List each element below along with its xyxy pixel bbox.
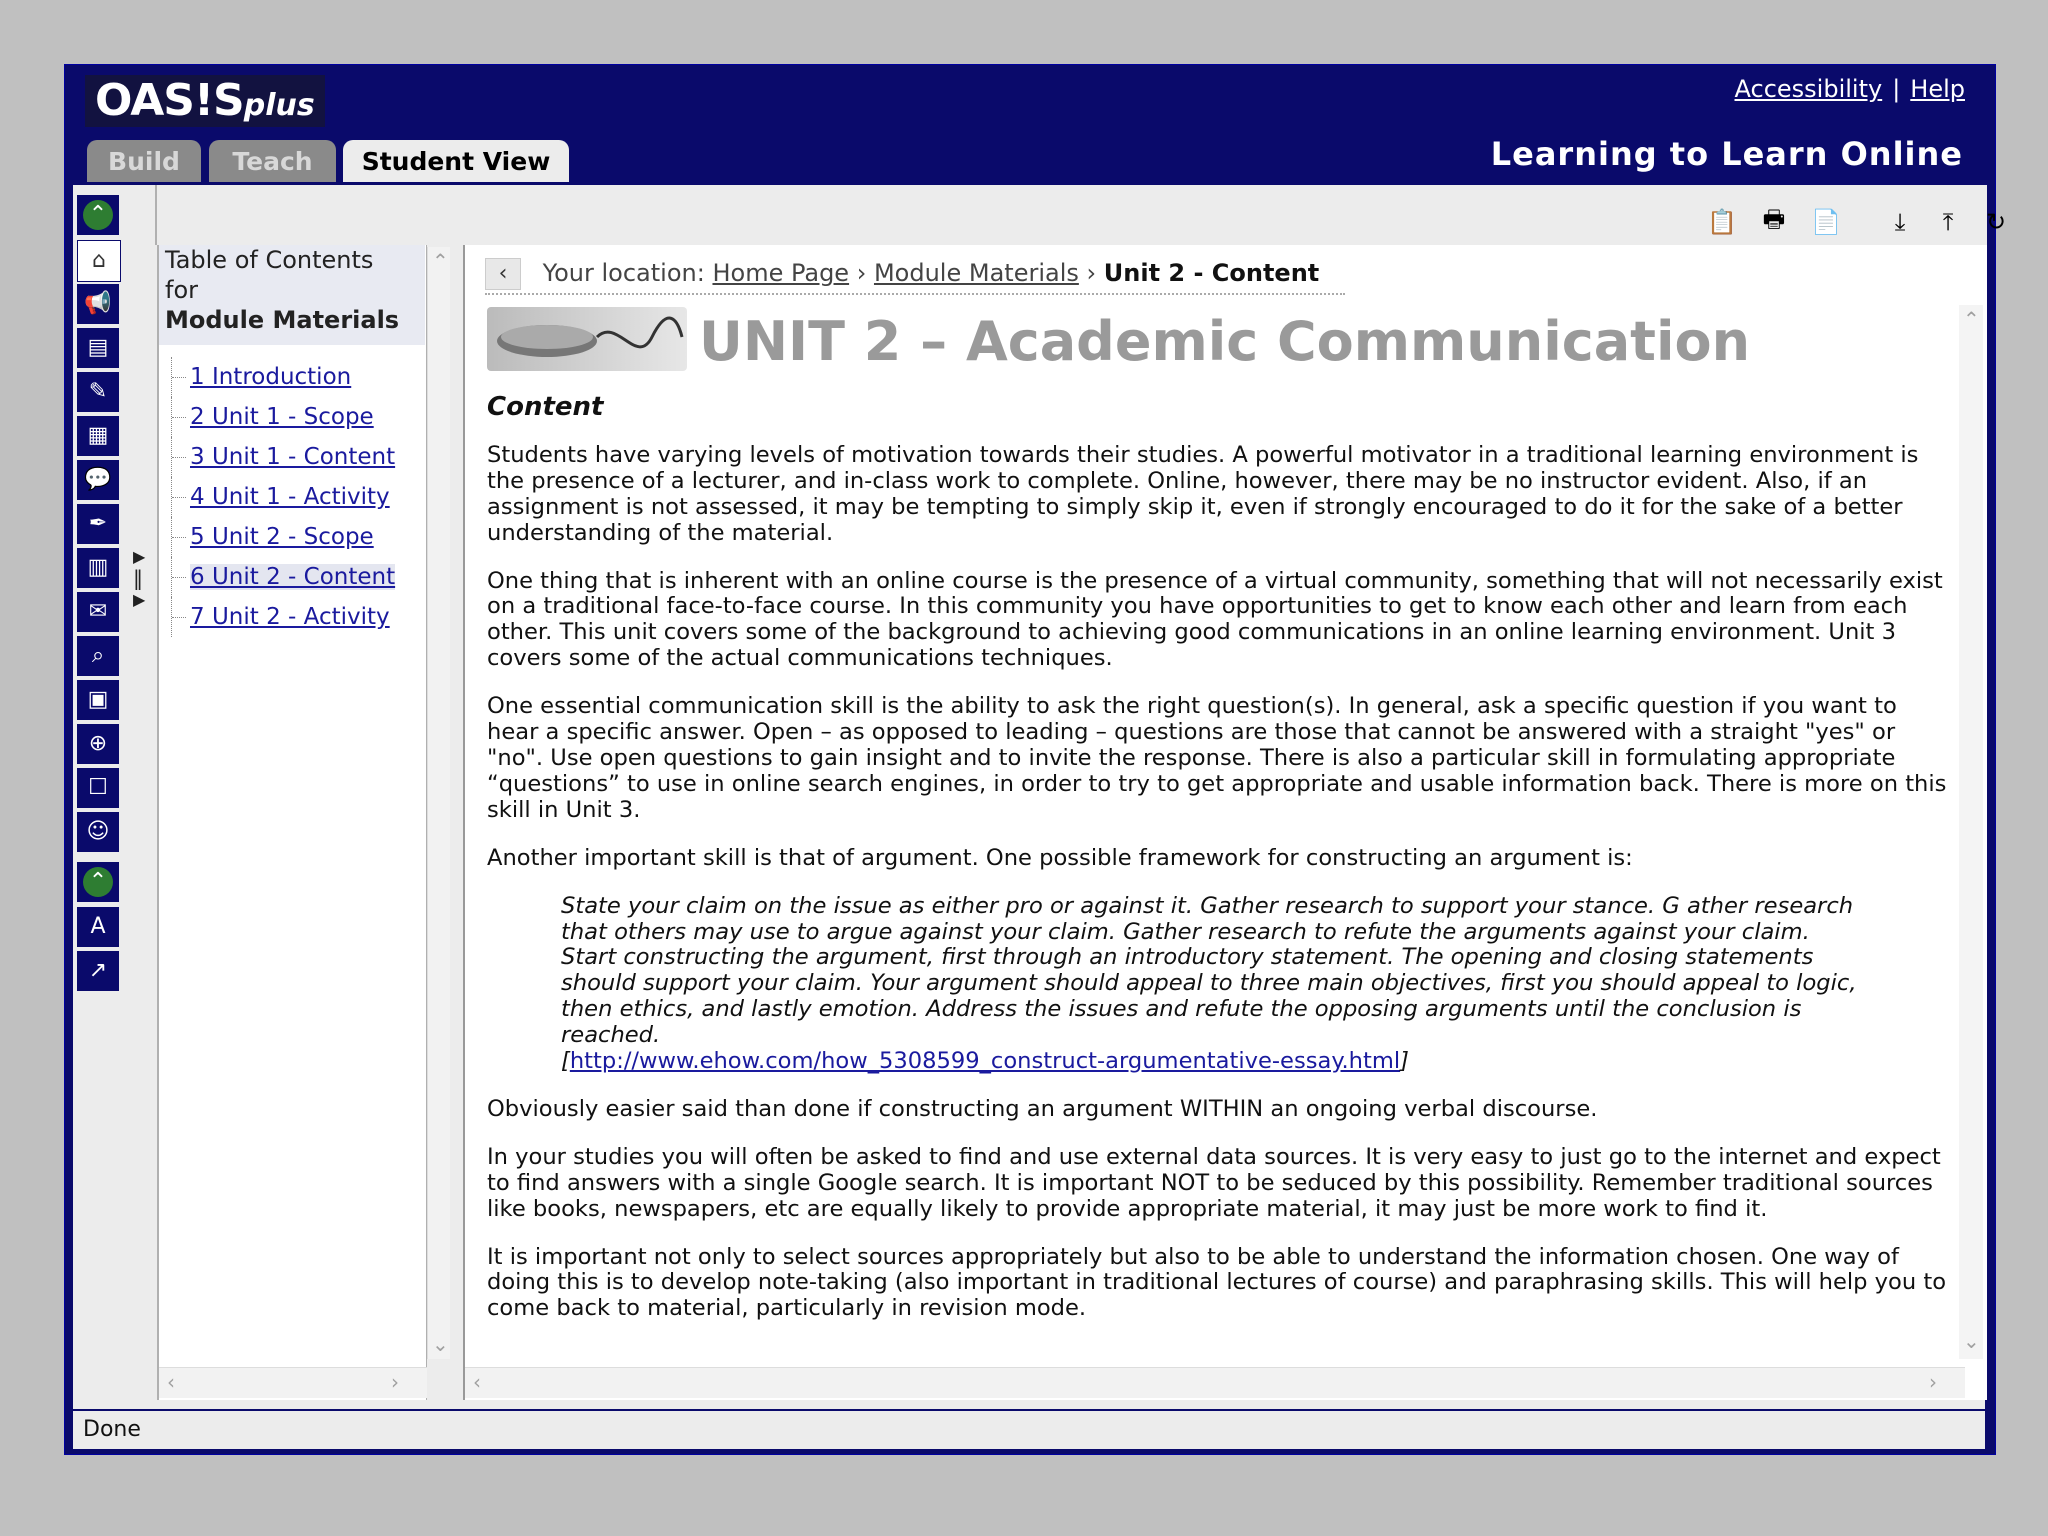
content-body: [487, 395, 1950, 1385]
breadcrumb-sep-icon: ›: [1086, 259, 1097, 287]
back-button[interactable]: ‹: [485, 258, 521, 290]
web-link-icon[interactable]: ⊕: [77, 724, 119, 764]
pen-icon[interactable]: ✒: [77, 504, 119, 544]
link-separator: |: [1892, 75, 1901, 103]
scroll-up-icon[interactable]: ⌃: [432, 249, 449, 273]
toc-item-selected: [171, 557, 411, 597]
quote-bracket-open: [: [561, 1048, 570, 1075]
splitter-grip-icon[interactable]: ‖: [133, 566, 143, 590]
toc-link-unit1-content[interactable]: 3 Unit 1 - Content: [190, 444, 396, 470]
toc-item: [171, 477, 411, 517]
toc-link-unit1-scope[interactable]: 2 Unit 1 - Scope: [190, 404, 374, 430]
scroll-left-icon[interactable]: ‹: [473, 1370, 481, 1394]
toc-item: [171, 357, 411, 397]
paragraph-questions: One essential communication skill is the ability to ask the right question(s). In general, ask a specific question if you want to hear a specific answer. Open – as opposed to leading – questions are those that cannot be answered with a straight "yes" or "no". Use open questions to gain insight and to invite the response. There is also a particular skill in formulating appropriate “questions” to use in online search engines, in order to try to get appropriate and usable information back. There is more on this skill in Unit 3.: [487, 693, 1947, 823]
accessibility-link[interactable]: Accessibility: [1734, 75, 1883, 103]
mail-icon[interactable]: ✉: [77, 592, 119, 632]
bookmark-icon[interactable]: 📄: [1811, 208, 1841, 236]
paragraph-verbal-discourse: Obviously easier said than done if constructing an argument WITHIN an ongoing verbal discourse.: [487, 1095, 1598, 1122]
help-link[interactable]: Help: [1910, 75, 1965, 103]
status-text: Done: [83, 1417, 141, 1442]
course-title: Learning to Learn Online: [1490, 135, 1963, 173]
breadcrumb: [485, 253, 1345, 295]
copy-page-icon[interactable]: 📋: [1707, 208, 1737, 236]
content-subheading: Content: [487, 395, 604, 422]
toc-list: [171, 357, 411, 637]
scroll-left-icon[interactable]: ‹: [167, 1370, 175, 1394]
paragraph-community: One thing that is inherent with an online course is the presence of a virtual community, something that will not necessarily exist on a traditional face-to-face course. In this community you have opportunities to get to know each other and learn from each other. This unit covers some of the background to achieving good communications in an online learning environment. Unit 3 covers some of the actual communications techniques.: [487, 567, 1943, 672]
tab-student-view[interactable]: Student View: [343, 140, 569, 182]
toc-vertical-scrollbar[interactable]: [427, 247, 450, 1359]
scroll-right-icon[interactable]: ›: [391, 1370, 399, 1394]
collapse-up-icon-2[interactable]: ⌃: [77, 862, 119, 902]
toc-link-unit2-scope[interactable]: 5 Unit 2 - Scope: [190, 524, 374, 550]
logo-suffix-text: plus: [243, 88, 315, 123]
ehow-reference-link[interactable]: http://www.ehow.com/how_5308599_construct-argumentative-essay.html: [569, 1048, 1401, 1075]
breadcrumb-module-materials[interactable]: Module Materials: [873, 259, 1079, 287]
paragraph-motivation: Students have varying levels of motivation towards their studies. A powerful motivator in a traditional learning environment is the presence of a lecturer, and in-class work to complete. Online, however, there may be no instructor evident. Also, if an assignment is not assessed, it may be tempting to simply skip it, even if strongly encouraged to do it for the sake of a better understanding of the material.: [487, 441, 1919, 546]
status-bar: [73, 1411, 1985, 1449]
tool-icon-bar: [73, 195, 123, 1007]
home-icon[interactable]: ⌂: [77, 240, 121, 282]
browser-window: [64, 64, 2007, 1455]
import-icon[interactable]: ⤓: [1894, 208, 1906, 236]
toc-link-introduction[interactable]: 1 Introduction: [190, 364, 352, 390]
toc-horizontal-scrollbar[interactable]: [159, 1367, 427, 1398]
tab-teach[interactable]: Teach: [209, 140, 336, 182]
scroll-down-icon[interactable]: ⌄: [432, 1332, 449, 1356]
breadcrumb-current: Unit 2 - Content: [1103, 259, 1320, 287]
toc-link-unit2-activity[interactable]: 7 Unit 2 - Activity: [190, 604, 390, 630]
tab-build[interactable]: Build: [87, 140, 201, 182]
expand-arrow-icon[interactable]: ▶: [133, 547, 146, 566]
announce-icon[interactable]: 📢: [77, 284, 119, 324]
breadcrumb-home[interactable]: Home Page: [712, 259, 850, 287]
location-prefix: Your location:: [542, 259, 705, 287]
toc-link-unit2-content[interactable]: 6 Unit 2 - Content: [190, 564, 396, 590]
documents-icon[interactable]: ▥: [77, 548, 119, 588]
oasis-logo: [85, 75, 325, 127]
collapse-up-icon[interactable]: ⌃: [77, 195, 119, 235]
toc-heading-module: Module Materials: [165, 306, 400, 334]
content-toolbar: [155, 185, 2007, 245]
toc-item: [171, 437, 411, 477]
toc-heading-line2: for: [165, 276, 198, 304]
computer-mouse-image: [487, 307, 687, 371]
panel-collapse-handles[interactable]: [133, 547, 149, 647]
workspace: [73, 185, 2007, 1409]
toc-item: [171, 517, 411, 557]
table-of-contents-panel: [157, 245, 449, 1400]
breadcrumb-sep-icon: ›: [856, 259, 867, 287]
scroll-up-icon[interactable]: ⌃: [1963, 307, 1980, 331]
books-icon[interactable]: ▣: [77, 680, 119, 720]
quote-text: State your claim on the issue as either pro or against it. Gather research to support your stance. G ather research that others may use to argue against your claim. Gather research to refute the arguments against your claim. Start constructing the argument, first through an introductory statement. The opening and closing statements should support your claim. Your argument should appeal to three main objectives, first you should appeal to logic, then ethics, and lastly emotion. Address the issues and refute the opposing arguments until the conclusion is reached.: [561, 892, 1857, 1049]
search-icon[interactable]: ⌕: [77, 636, 119, 676]
expand-arrow-icon-2[interactable]: ▶: [133, 590, 146, 609]
toc-heading: [159, 245, 425, 345]
content-panel: [463, 245, 1987, 1400]
tools-icon[interactable]: ✎: [77, 372, 119, 412]
discussion-icon[interactable]: 💬: [77, 460, 119, 500]
quote-bracket-close: ]: [1400, 1048, 1409, 1075]
assessment-icon[interactable]: A: [77, 907, 119, 947]
scroll-right-icon[interactable]: ›: [1929, 1370, 1937, 1394]
export-icon[interactable]: ⤒: [1942, 208, 1954, 236]
toc-item: [171, 397, 411, 437]
paragraph-external-sources: In your studies you will often be asked to find and use external data sources. It is very easy to just go to the internet and expect to find answers with a single Google search. It is important NOT to be seduced by this possibility. Remember traditional sources like books, newspapers, etc are equally likely to provide appropriate material, it may just be more work to find it.: [487, 1143, 1941, 1222]
content-vertical-scrollbar[interactable]: [1959, 305, 1983, 1359]
scroll-down-icon[interactable]: ⌄: [1963, 1329, 1980, 1353]
toc-item: [171, 597, 411, 637]
paragraph-argument: Another important skill is that of argument. One possible framework for constructing an argument is:: [487, 844, 1633, 871]
refresh-icon[interactable]: ↻: [1985, 208, 2007, 236]
toc-link-unit1-activity[interactable]: 4 Unit 1 - Activity: [190, 484, 390, 510]
app-header: [65, 65, 1995, 182]
logo-main-text: OAS!S: [95, 75, 244, 126]
print-icon[interactable]: 🖶: [1762, 204, 1786, 233]
content-horizontal-scrollbar[interactable]: [465, 1367, 1965, 1398]
folders-icon[interactable]: ▤: [77, 328, 119, 368]
toc-heading-line1: Table of Contents: [165, 246, 374, 274]
calendar-icon[interactable]: ▦: [77, 416, 119, 456]
groups-icon[interactable]: ☺: [77, 812, 119, 852]
grades-icon[interactable]: ↗: [77, 951, 119, 991]
portrait-icon[interactable]: ☐: [77, 768, 119, 808]
unit-title: UNIT 2 – Academic Communication: [699, 310, 1751, 373]
argument-framework-quote: [561, 894, 1861, 1075]
paragraph-note-taking: It is important not only to select sources appropriately but also to be able to understand the information chosen. One way of doing this is to develop note-taking (also important in traditional lectures of course) and paraphrasing skills. This will help you to come back to material, particularly in revision mode.: [487, 1243, 1947, 1322]
top-links: [1735, 75, 1966, 103]
